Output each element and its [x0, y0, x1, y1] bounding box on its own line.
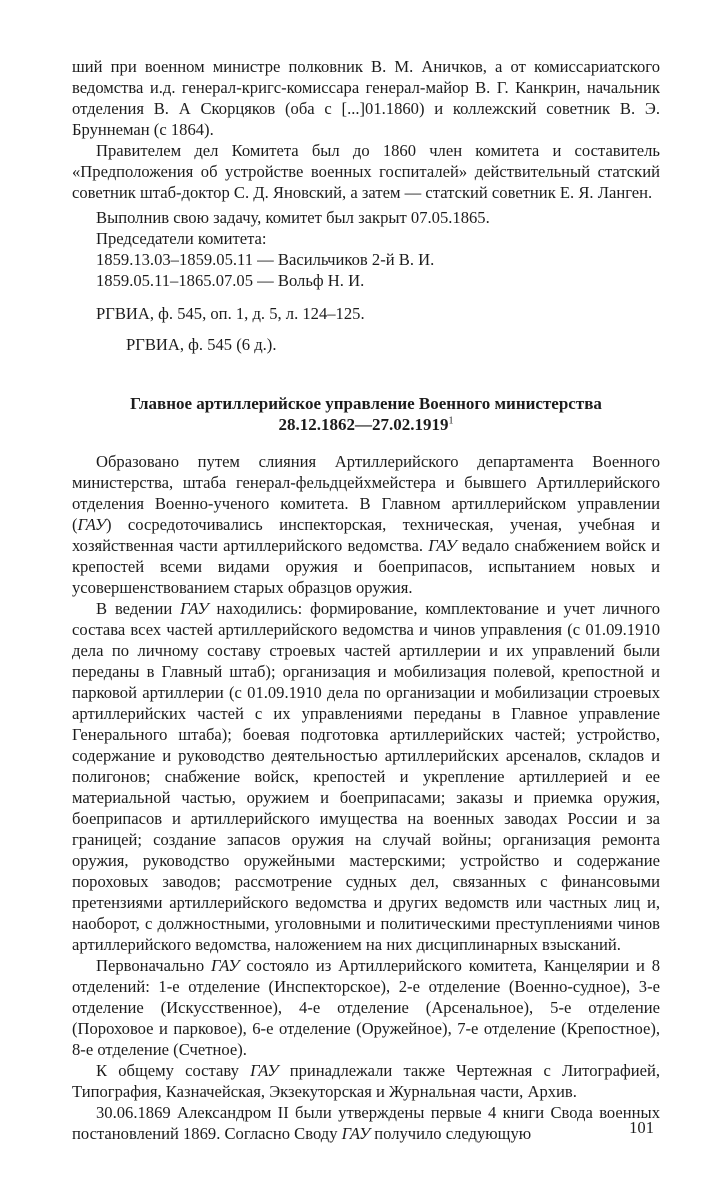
- paragraph-code-1869: 30.06.1869 Александром II были утверждены первые 4 книги Свода военных постановлений 1869. Согласно Своду ГАУ получило следующую: [72, 1103, 660, 1143]
- chairs-label: Председатели комитета:: [96, 229, 267, 248]
- paragraph-structure: Первоначально ГАУ состояло из Артиллерийского комитета, Канцелярии и 8 отделений: 1-е отделение (Инспекторское), 2-е отделение (Военно-судное), 3-е отделение (Искусственное), 4-е отделение (Арсенальное), 5-е отделение (Пороховое и парковое), 6-е отделение (Оружейное), 7-е отделение (Крепостное), 8-е отделение (Счетное).: [72, 956, 660, 1059]
- abbreviation: ГАУ: [250, 1061, 279, 1080]
- page-number: 101: [629, 1118, 654, 1137]
- document-page: [72, 56, 660, 1144]
- chair-entry: 1859.05.11–1865.07.05 — Вольф Н. И.: [96, 271, 365, 290]
- paragraph-responsibilities: В ведении ГАУ находились: формирование, комплектование и учет личного состава всех частей артиллерийского ведомства и чинов управления (с 01.09.1910 дела по личному составу строевых частей артиллерии и их управлений были переданы в Главный штаб); организация и мобилизация полевой, крепостной и парковой артиллерии (с 01.09.1910 дела по организации и мобилизации строевых артиллерийских частей с их управлениями переданы в Главное управление Генерального штаба); боевая подготовка артиллерийских частей; устройство, содержание и руководство деятельностью артиллерийских арсеналов, складов и полигонов; снабжение войск, крепостей и укрепление артиллерией и ее материальной частью, оружием и боеприпасами; заказы и приемка оружия, боеприпасов и артиллерийского имущества на военных заводах России и за границей; создание запасов оружия на случай войны; организация ремонта оружия, руководство оружейными мастерскими; устройство и содержание пороховых заводов; рассмотрение судных дел, связанных с финансовыми претензиями артиллерийского ведомства и других ведомств или частных лиц и, наоборот, с должностными, уголовными и политическими преступлениями чинов артиллерийского ведомства, наложением на них дисциплинарных взысканий.: [72, 599, 660, 954]
- section-heading: [72, 393, 660, 435]
- section-date-range: 28.12.1862—27.02.1919: [278, 415, 449, 434]
- abbreviation: ГАУ: [77, 515, 106, 534]
- archive-reference: РГВИА, ф. 545, оп. 1, д. 5, л. 124–125.: [96, 304, 365, 323]
- footnote-mark: 1: [448, 415, 454, 427]
- abbreviation: ГАУ: [211, 956, 240, 975]
- chairs-block: [72, 228, 660, 291]
- abbreviation: ГАУ: [341, 1124, 371, 1143]
- paragraph-composition: К общему составу ГАУ принадлежали также Чертежная с Литографией, Типография, Казначейская, Экзекуторская и Журнальная части, Архив.: [72, 1061, 660, 1101]
- abbreviation: ГАУ: [428, 536, 457, 555]
- paragraph-secretary: Правителем дел Комитета был до 1860 член комитета и составитель «Предположения об устройстве военных госпиталей» действительный статский советник штаб-доктор С. Д. Яновский, а затем — статский советник Е. Я. Ланген.: [72, 141, 660, 202]
- section-dates: [72, 414, 660, 435]
- paragraph-continuation: ший при военном министре полковник В. М. Аничков, а от комиссариатского ведомства и.д. генерал-кригс-комиссара генерал-майор В. Г. Канкрин, начальник отделения В. А Скорцяков (оба с [...]01.1860) и коллежский советник В. Э. Бруннеман (с 1864).: [72, 57, 660, 139]
- section-title: Главное артиллерийское управление Военного министерства: [130, 394, 602, 413]
- abbreviation: ГАУ: [180, 599, 209, 618]
- paragraph-closure: Выполнив свою задачу, комитет был закрыт 07.05.1865.: [96, 208, 490, 227]
- chair-entry: 1859.13.03–1859.05.11 — Васильчиков 2-й В. И.: [96, 250, 435, 269]
- archive-reference: РГВИА, ф. 545 (6 д.).: [126, 335, 277, 354]
- paragraph-formation: Образовано путем слияния Артиллерийского департамента Военного министерства, штаба генерал-фельдцейхмейстера и бывшего Артиллерийского отделения Военно-ученого комитета. В Главном артиллерийском управлении (ГАУ) сосредоточивались инспекторская, техническая, ученая, учебная и хозяйственная части артиллерийского ведомства. ГАУ ведало снабжением войск и крепостей всеми видами оружия и боеприпасов, испытанием новых и усовершенствованием старых образцов оружия.: [72, 452, 660, 597]
